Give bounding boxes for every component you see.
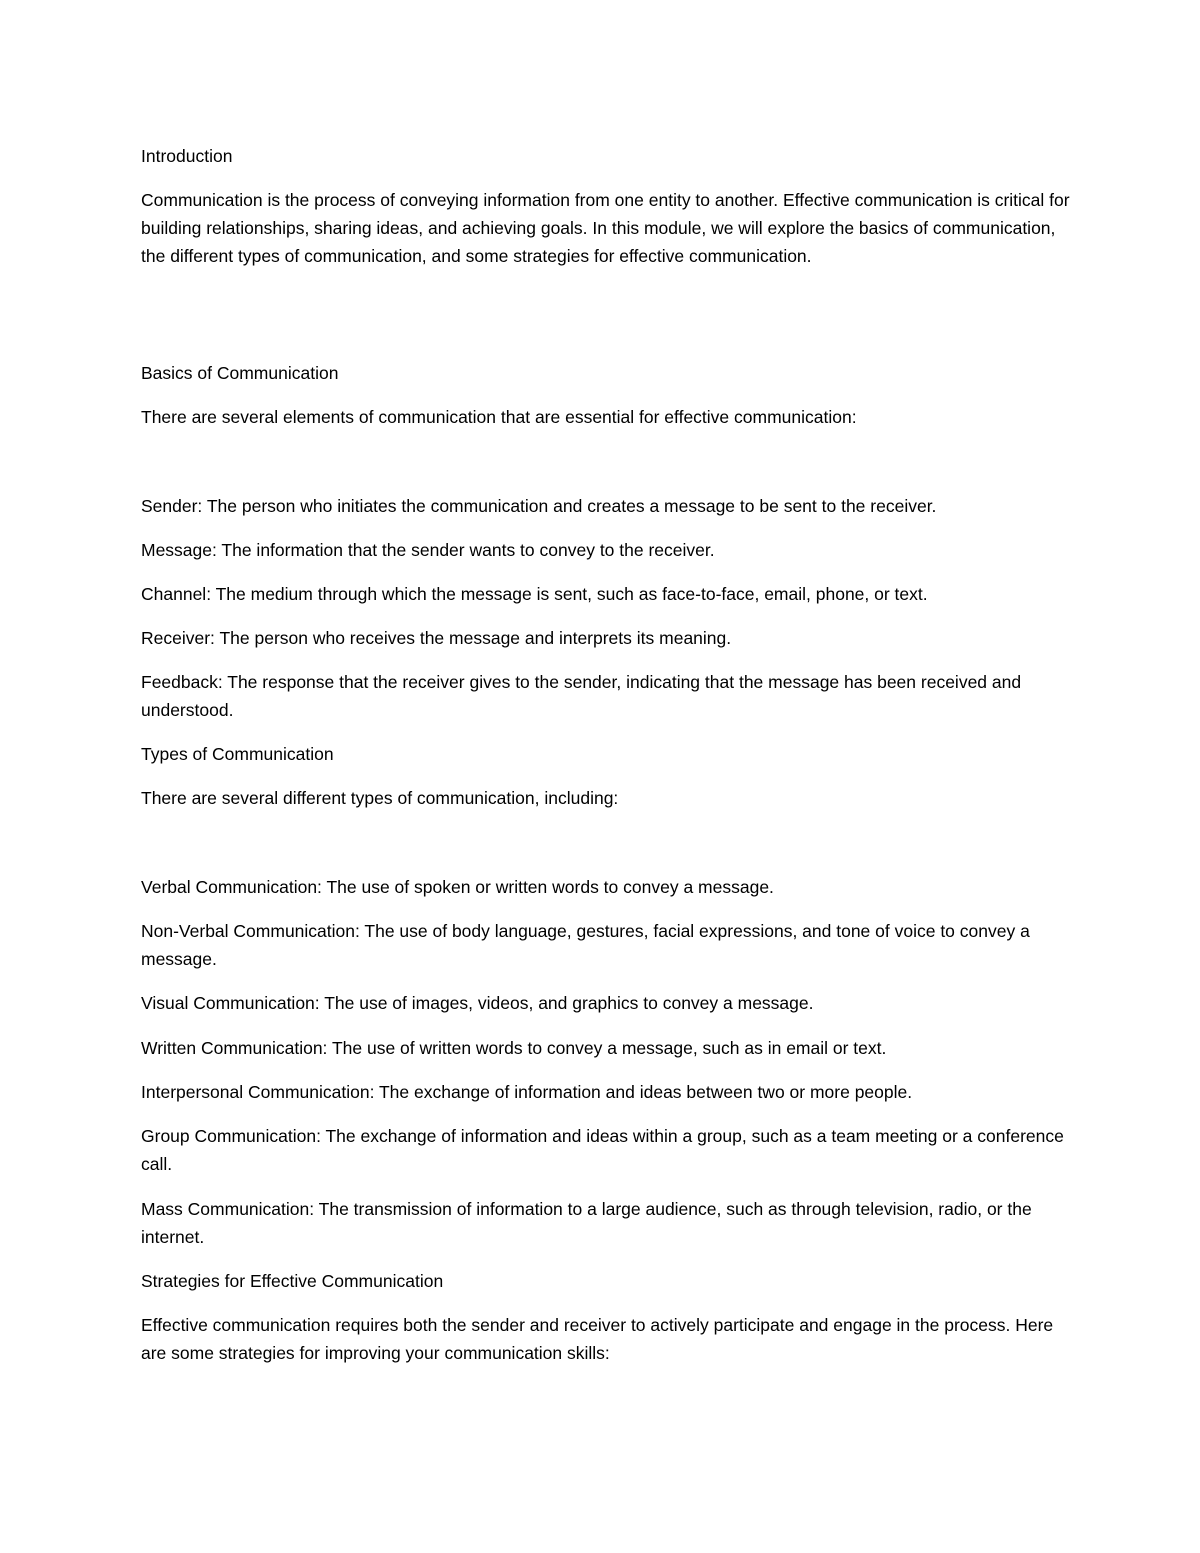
basics-item-feedback: Feedback: The response that the receiver gives to the sender, indicating that the message has been received and understood. <box>141 672 1022 720</box>
basics-item-channel: Channel: The medium through which the message is sent, such as face-to-face, email, phone, or text. <box>141 584 928 604</box>
types-item-verbal: Verbal Communication: The use of spoken or written words to convey a message. <box>141 877 774 897</box>
types-intro: There are several different types of communication, including: <box>141 788 619 808</box>
basics-item-receiver: Receiver: The person who receives the message and interprets its meaning. <box>141 628 732 648</box>
strategies-paragraph: Effective communication requires both the sender and receiver to actively participate and engage in the process. Here are some strategies for improving your communication skills: <box>141 1315 1054 1363</box>
basics-item-sender: Sender: The person who initiates the communication and creates a message to be sent to the receiver. <box>141 496 937 516</box>
types-heading: Types of Communication <box>141 744 334 764</box>
types-item-group: Group Communication: The exchange of information and ideas within a group, such as a team meeting or a conference call. <box>141 1126 1064 1174</box>
types-item-non-verbal: Non-Verbal Communication: The use of body language, gestures, facial expressions, and tone of voice to convey a message. <box>141 921 1030 969</box>
types-item-written: Written Communication: The use of written words to convey a message, such as in email or text. <box>141 1038 887 1058</box>
basics-heading: Basics of Communication <box>141 363 339 383</box>
types-item-interpersonal: Interpersonal Communication: The exchange of information and ideas between two or more people. <box>141 1082 913 1102</box>
basics-intro: There are several elements of communication that are essential for effective communication: <box>141 407 857 427</box>
introduction-heading: Introduction <box>141 146 233 166</box>
introduction-paragraph: Communication is the process of conveying information from one entity to another. Effective communication is critical for building relationships, sharing ideas, and achieving goals. In this module, we will explore the basics of communication, the different types of communication, and some strategies for effective communication. <box>141 190 1070 266</box>
strategies-heading: Strategies for Effective Communication <box>141 1271 444 1291</box>
types-item-mass: Mass Communication: The transmission of information to a large audience, such as through television, radio, or the internet. <box>141 1199 1032 1247</box>
basics-item-message: Message: The information that the sender wants to convey to the receiver. <box>141 540 715 560</box>
types-item-visual: Visual Communication: The use of images, videos, and graphics to convey a message. <box>141 993 814 1013</box>
